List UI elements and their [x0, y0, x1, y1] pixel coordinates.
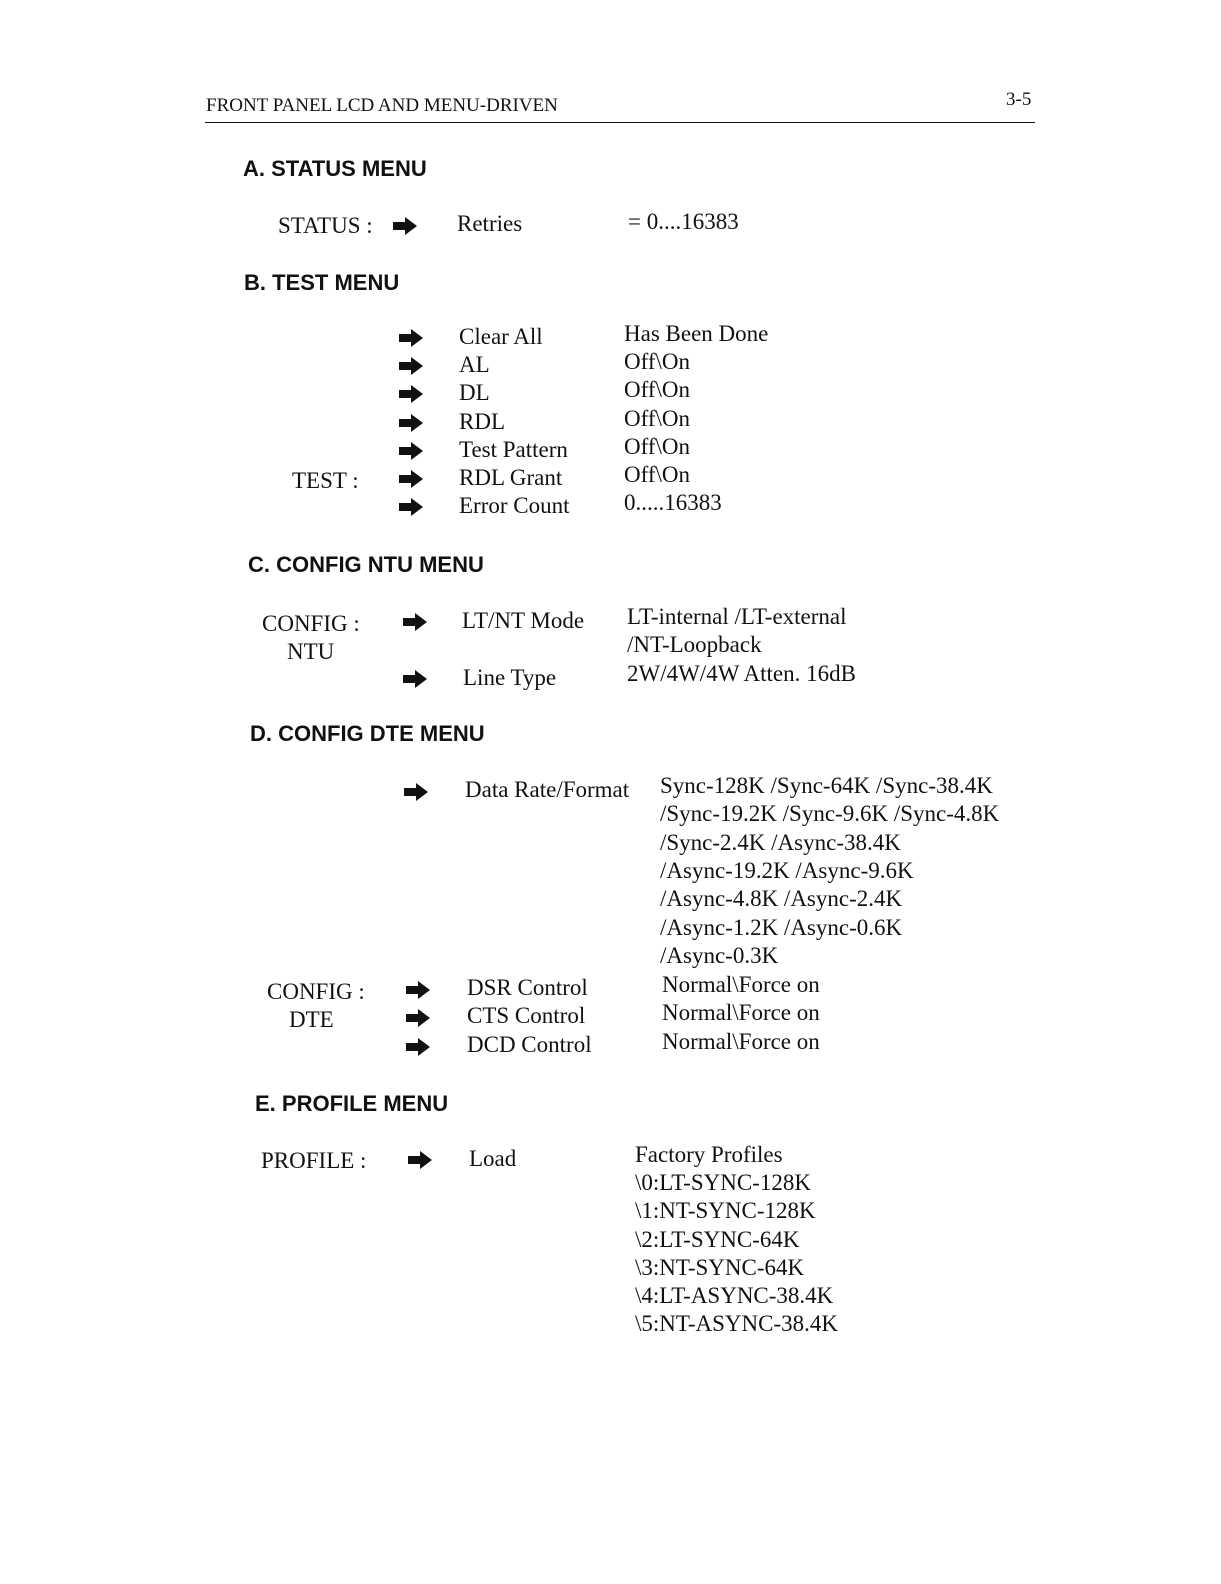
data-rate-value-line: /Async-1.2K /Async-0.6K [660, 914, 903, 940]
config-ntu-heading: C. CONFIG NTU MENU [248, 552, 484, 577]
test-item-name: Clear All [459, 324, 543, 349]
right-arrow-icon [399, 470, 423, 488]
ntu-label: CONFIG : [262, 611, 360, 636]
data-rate-value-line: /Sync-2.4K /Async-38.4K [660, 829, 901, 855]
test-item-value: 0.....16383 [624, 490, 722, 516]
data-rate-item: Data Rate/Format [465, 777, 630, 802]
test-menu-heading: B. TEST MENU [244, 270, 400, 295]
status-label: STATUS : [278, 213, 373, 238]
right-arrow-icon [399, 498, 423, 516]
lt-nt-mode-item: LT/NT Mode [462, 608, 585, 633]
test-item-name: Error Count [459, 493, 570, 519]
running-header: FRONT PANEL LCD AND MENU-DRIVEN [206, 95, 558, 116]
test-item-value: Off\On [624, 377, 691, 403]
right-arrow-icon [406, 1009, 430, 1027]
dte-control-name: DCD Control [467, 1031, 592, 1057]
right-arrow-icon [399, 414, 423, 432]
line-type-item: Line Type [463, 665, 557, 690]
profile-value-line: Factory Profiles [635, 1142, 783, 1167]
right-arrow-icon [403, 670, 427, 688]
dte-control-value: Normal\Force on [662, 972, 820, 997]
right-arrow-icon [406, 981, 430, 999]
lt-nt-mode-value-cont: /NT-Loopback [627, 632, 762, 657]
config-dte-heading: D. CONFIG DTE MENU [250, 721, 485, 746]
header-rule [205, 122, 1035, 123]
test-item-name: DL [459, 380, 490, 406]
right-arrow-icon [399, 329, 423, 347]
ntu-sublabel: NTU [287, 639, 335, 664]
right-arrow-icon [408, 1151, 432, 1169]
test-item-name: AL [459, 352, 490, 378]
data-rate-value-line: /Async-4.8K /Async-2.4K [660, 886, 903, 912]
profile-value-line: \1:NT-SYNC-128K [635, 1198, 816, 1224]
test-item-value: Off\On [624, 462, 691, 487]
profile-load-item: Load [469, 1146, 517, 1171]
page-number: 3-5 [1006, 89, 1032, 110]
profile-value-line: \2:LT-SYNC-64K [635, 1226, 800, 1252]
profile-value-line: \5:NT-ASYNC-38.4K [635, 1311, 838, 1337]
right-arrow-icon [404, 783, 428, 801]
status-menu-heading: A. STATUS MENU [243, 156, 427, 181]
test-item-value: Off\On [624, 405, 691, 431]
test-item-name: Test Pattern [459, 436, 568, 462]
right-arrow-icon [399, 357, 423, 375]
test-label: TEST : [292, 468, 359, 493]
lt-nt-mode-value: LT-internal /LT-external [627, 604, 847, 629]
test-item-value: Off\On [624, 433, 691, 459]
profile-value-line: \0:LT-SYNC-128K [635, 1170, 811, 1196]
data-rate-value-line: Sync-128K /Sync-64K /Sync-38.4K [660, 773, 993, 798]
status-value: = 0....16383 [628, 209, 739, 234]
dte-control-name: CTS Control [467, 1003, 586, 1029]
right-arrow-icon [393, 217, 417, 235]
profile-label: PROFILE : [261, 1148, 367, 1173]
test-item-value: Has Been Done [624, 321, 769, 346]
profile-value-line: \4:LT-ASYNC-38.4K [635, 1283, 834, 1308]
dte-control-value: Normal\Force on [662, 1000, 820, 1026]
dte-control-value: Normal\Force on [662, 1028, 820, 1054]
dte-sublabel: DTE [289, 1007, 334, 1032]
right-arrow-icon [399, 385, 423, 403]
data-rate-value-line: /Sync-19.2K /Sync-9.6K /Sync-4.8K [660, 801, 1000, 827]
right-arrow-icon [399, 442, 423, 460]
dte-label: CONFIG : [267, 979, 365, 1004]
status-item: Retries [457, 211, 523, 236]
line-type-value: 2W/4W/4W Atten. 16dB [627, 661, 856, 686]
test-item-name: RDL Grant [459, 465, 563, 490]
test-item-name: RDL [459, 408, 505, 434]
profile-menu-heading: E. PROFILE MENU [255, 1091, 449, 1116]
data-rate-value-line: /Async-0.3K [660, 942, 779, 968]
right-arrow-icon [403, 613, 427, 631]
right-arrow-icon [406, 1038, 430, 1056]
profile-value-line: \3:NT-SYNC-64K [635, 1254, 805, 1280]
dte-control-name: DSR Control [467, 975, 588, 1000]
test-item-value: Off\On [624, 349, 691, 375]
data-rate-value-line: /Async-19.2K /Async-9.6K [660, 857, 914, 883]
